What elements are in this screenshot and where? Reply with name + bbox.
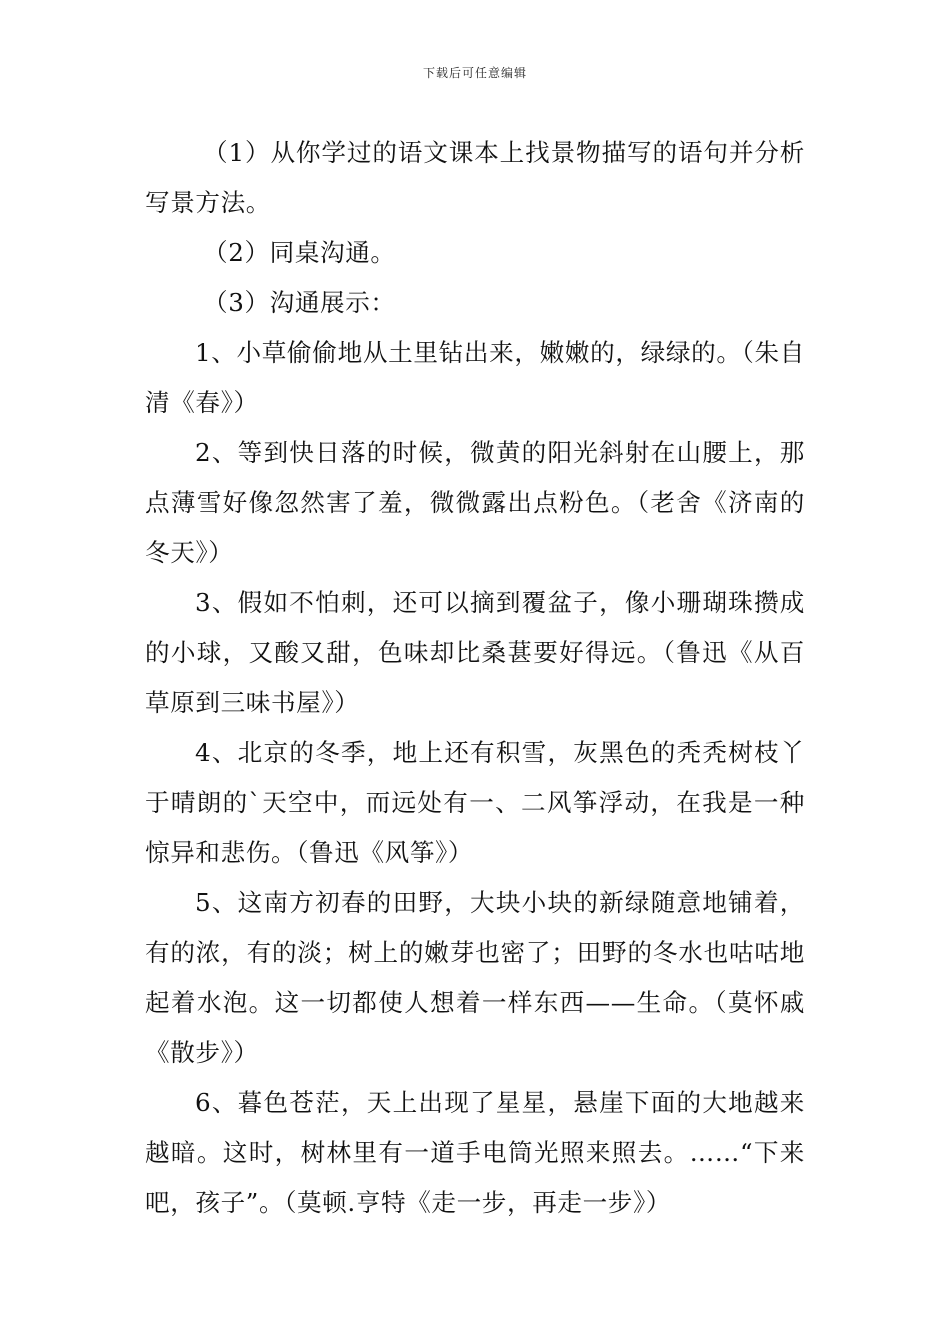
paragraph-example-6: 6、暮色苍茫，天上出现了星星，悬崖下面的大地越来越暗。这时，树林里有一道手电筒光照来照去。……“下来吧，孩子”。（莫顿.亨特《走一步，再走一步》）	[145, 1088, 805, 1217]
paragraph-example-4: 4、北京的冬季，地上还有积雪，灰黑色的秃秃树枝丫于晴朗的`天空中，而远处有一、二风筝浮动，在我是一种惊异和悲伤。（鲁迅《风筝》）	[145, 738, 805, 867]
paragraph-task-3: （3）沟通展示：	[203, 288, 396, 317]
paragraph-example-5: 5、这南方初春的田野，大块小块的新绿随意地铺着，有的浓，有的淡；树上的嫩芽也密了；田野的冬水也咕咕地起着水泡。这一切都使人想着一样东西——生命。（莫怀戚《散步》）	[145, 888, 805, 1067]
paragraph-example-2: 2、等到快日落的时候，微黄的阳光斜射在山腰上，那点薄雪好像忽然害了羞，微微露出点粉色。（老舍《济南的冬天》）	[145, 438, 805, 567]
paragraph-task-1: （1）从你学过的语文课本上找景物描写的语句并分析写景方法。	[145, 138, 805, 217]
paragraph-example-1: 1、小草偷偷地从土里钻出来，嫩嫩的，绿绿的。（朱自清《春》）	[145, 338, 805, 417]
page-header: 下载后可任意编辑	[422, 66, 527, 80]
paragraph-example-3: 3、假如不怕刺，还可以摘到覆盆子，像小珊瑚珠攒成的小球，又酸又甜，色味却比桑葚要好得远。（鲁迅《从百草原到三味书屋》）	[145, 588, 805, 717]
paragraph-task-2: （2）同桌沟通。	[203, 238, 396, 267]
document-body	[145, 128, 805, 1228]
